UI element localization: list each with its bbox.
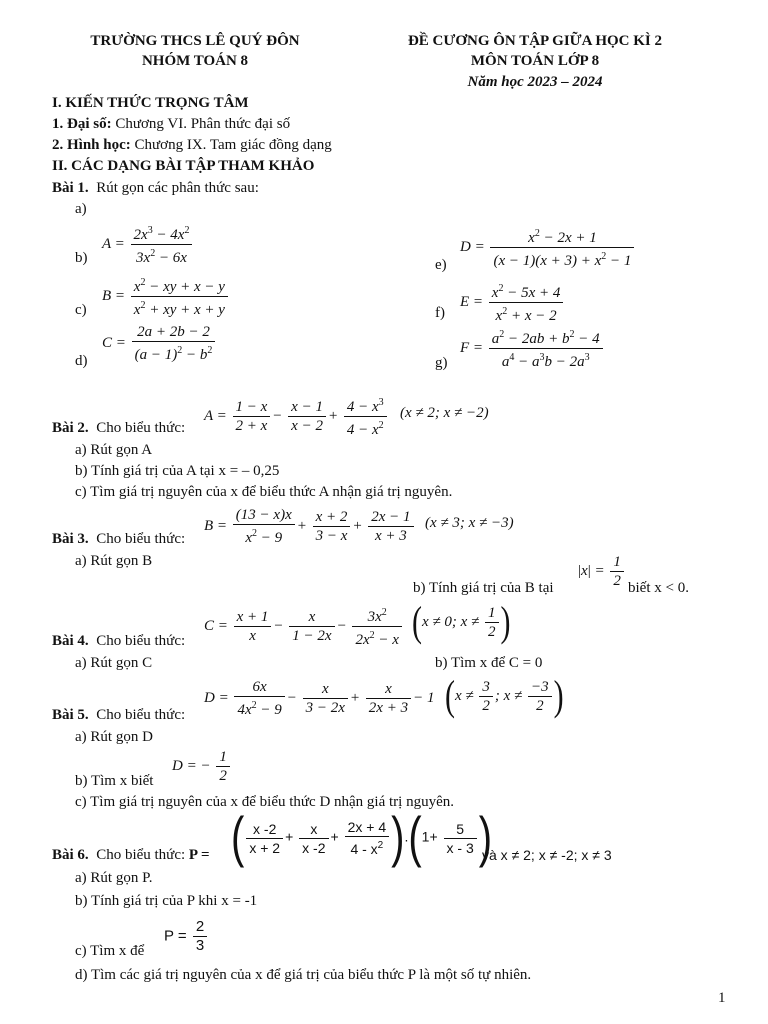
section-2-title: II. CÁC DẠNG BÀI TẬP THAM KHẢO <box>52 158 315 174</box>
formula-A: A = $\frac{2x^3 - 4x^2}{3x^2 - 6x}$ <box>102 222 194 267</box>
bai-5-heading <box>52 707 185 724</box>
formula-E: E = $\frac{x^2 - 5x + 4}{x^2 + x - 2}$ <box>460 280 565 325</box>
bai-3-b-pre: b) Tính giá trị của B tại <box>413 580 554 596</box>
bai-1-label: Bài 1. <box>52 180 89 196</box>
bai-2-condition: (x ≠ 2; x ≠ −2) <box>400 405 489 421</box>
bai-4-heading <box>52 633 185 650</box>
bai-5-label: Bài 5. <box>52 707 89 723</box>
bai-3-a: a) Rút gọn B <box>75 553 153 569</box>
school-year: Năm học 2023 – 2024 <box>467 74 603 90</box>
bai-1-text: Rút gọn các phân thức sau: <box>96 180 259 196</box>
group-name: NHÓM TOÁN 8 <box>141 53 249 69</box>
bai-3-label: Bài 3. <box>52 531 89 547</box>
doc-title: ĐỀ CƯƠNG ÔN TẬP GIỮA HỌC KÌ 2 <box>407 33 663 49</box>
page-number: 1 <box>718 990 726 1006</box>
bai-5-a: a) Rút gọn D <box>75 729 153 745</box>
bai-2-item-b: b) Tính giá trị của A tại x = – 0,25 <box>75 463 280 479</box>
formula-bai6-P: ( $\frac{x -2}{x + 2}$ + $\frac{x}{x -2}$ + $\frac{2x + 4}{4 - x^2}$ ).(1+ $\frac{5}{x - 3}$ ) <box>231 807 493 869</box>
bai-4-a: a) Rút gọn C <box>75 655 153 671</box>
bai-6-a: a) Rút gọn P. <box>75 870 153 886</box>
bai-2-label: Bài 2. <box>52 420 89 436</box>
bai-2-heading <box>52 420 185 437</box>
item-1-text: Chương VI. Phân thức đại số <box>111 116 291 132</box>
item-2-label: 2. Hình học: <box>52 137 131 153</box>
bai-3-condition: (x ≠ 3; x ≠ −3) <box>425 515 514 531</box>
bai-1-f: f) <box>435 305 445 321</box>
bai-3-b-post: biết x < 0. <box>628 580 689 596</box>
bai-4-text: Cho biểu thức: <box>96 633 186 649</box>
section-1-item-1 <box>52 116 290 133</box>
bai-1-a: a) <box>75 201 87 217</box>
bai-3-text: Cho biểu thức: <box>96 531 186 547</box>
bai-1-e: e) <box>435 257 447 273</box>
formula-bai5-value: D = − $\frac{1}{2}$ <box>172 748 232 785</box>
bai-2-text: Cho biểu thức: <box>96 420 186 436</box>
bai-6-d: d) Tìm các giá trị nguyên của x để giá trị của biểu thức P là một số tự nhiên. <box>75 967 532 983</box>
bai-5-text: Cho biểu thức: <box>96 707 186 723</box>
bai-6-p-label: P = <box>188 847 210 863</box>
bai-1-c: c) <box>75 302 87 318</box>
section-1-title: I. KIẾN THỨC TRỌNG TÂM <box>52 95 249 111</box>
bai-1-d: d) <box>75 353 88 369</box>
bai-6-heading <box>52 847 210 864</box>
bai-3-heading <box>52 531 185 548</box>
bai-5-b: b) Tìm x biết <box>75 773 154 789</box>
formula-bai4-C: C = $\frac{x + 1}{x}$ − $\frac{x}{1 - 2x}$ − $\frac{3x^2}{2x^2 - x}$ <box>204 604 404 649</box>
school-name: TRƯỜNG THCS LÊ QUÝ ĐÔN <box>90 33 300 49</box>
formula-bai6-value: P = $\frac{2}{3}$ <box>164 918 209 955</box>
formula-bai2-A: A = $\frac{1 - x}{2 + x}$ − $\frac{x - 1}{x - 2}$ + $\frac{4 - x^3}{4 - x^2}$ <box>204 394 389 439</box>
section-1-item-2 <box>52 137 332 154</box>
formula-C: C = $\frac{2a + 2b - 2}{(a - 1)^2 - b^2}$ <box>102 323 217 364</box>
bai-4-label: Bài 4. <box>52 633 89 649</box>
formula-B: B = $\frac{x^2 - xy + x - y}{x^2 + xy + x + y}$ <box>102 274 230 319</box>
doc-subject: MÔN TOÁN LỚP 8 <box>470 53 600 69</box>
item-1-label: 1. Đại số: <box>52 116 112 132</box>
bai-1-heading <box>52 180 259 197</box>
bai-6-text: Cho biểu thức: <box>96 847 186 863</box>
bai-6-b: b) Tính giá trị của P khi x = -1 <box>75 893 258 909</box>
bai-1-g: g) <box>435 355 448 371</box>
formula-bai3-B: B = $\frac{(13 - x)x}{x^2 - 9}$ + $\frac{x + 2}{3 - x}$ + $\frac{2x - 1}{x + 3}$ <box>204 506 416 547</box>
bai-1-b: b) <box>75 250 88 266</box>
formula-bai5-D: D = $\frac{6x}{4x^2 - 9}$ − $\frac{x}{3 - 2x}$ + $\frac{x}{2x + 3}$ − 1 <box>204 679 435 718</box>
bai-6-c: c) Tìm x để <box>75 943 145 959</box>
bai-2-item-a: a) Rút gọn A <box>75 442 153 458</box>
bai-6-label: Bài 6. <box>52 847 89 863</box>
bai-2-item-c: c) Tìm giá trị nguyên của x để biểu thức A nhận giá trị nguyên. <box>75 484 453 500</box>
formula-F: F = $\frac{a^2 - 2ab + b^2 - 4}{a^4 - a^3b - 2a^3}$ <box>460 326 605 371</box>
formula-abs-x: |x| = $\frac{1}{2}$ <box>578 553 626 590</box>
bai-4-condition: (x ≠ 0; x ≠ $\frac{1}{2}$ ) <box>412 598 511 645</box>
bai-5-condition: (x ≠ $\frac{3}{2}$ ; x ≠ $\frac{-3}{2}$ ) <box>445 672 564 719</box>
formula-D1: D = $\frac{x^2 - 2x + 1}{(x - 1)(x + 3) + x^2 - 1}$ <box>460 225 636 270</box>
item-2-text: Chương IX. Tam giác đồng dạng <box>130 137 332 153</box>
bai-6-condition: và x ≠ 2; x ≠ -2; x ≠ 3 <box>482 847 612 863</box>
bai-4-b: b) Tìm x để C = 0 <box>435 655 543 671</box>
bai-5-c: c) Tìm giá trị nguyên của x để biểu thức D nhận giá trị nguyên. <box>75 794 454 810</box>
